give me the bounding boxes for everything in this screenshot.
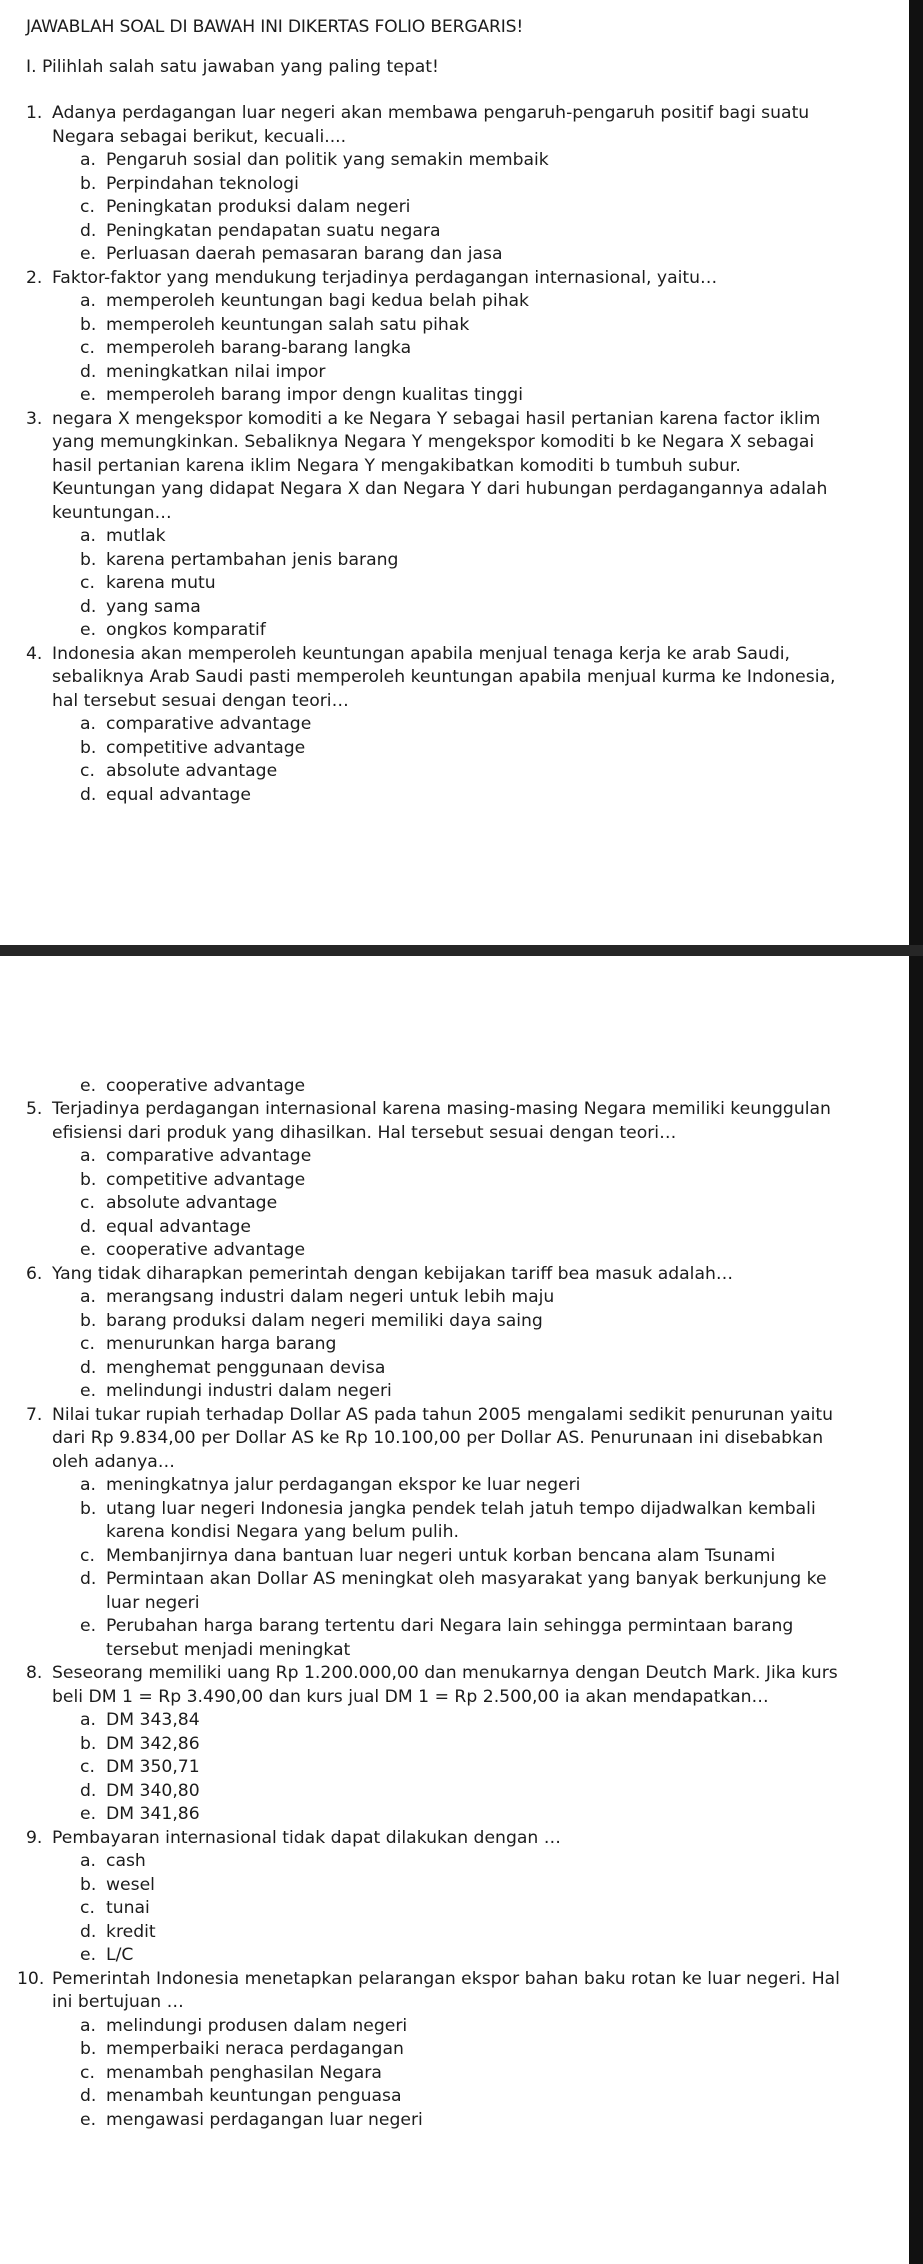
option-text: memperoleh keuntungan bagi kedua belah pihak <box>106 291 529 311</box>
option-text: DM 340,80 <box>106 1780 200 1801</box>
option-text: cooperative advantage <box>106 1240 306 1260</box>
option-letter: d. <box>80 220 97 241</box>
option-letter: b. <box>80 2039 97 2059</box>
question-item <box>0 1263 909 1287</box>
option-item <box>0 1474 845 1498</box>
option-letter: c. <box>80 1193 95 1213</box>
option-text: Peningkatan produksi dalam negeri <box>106 197 411 217</box>
right-edge-bar <box>909 0 923 2264</box>
option-text: memperoleh barang-barang langka <box>106 338 412 358</box>
option-letter: e. <box>80 1240 97 1260</box>
option-text: meningkatkan nilai impor <box>106 361 326 382</box>
option-item <box>0 1733 845 1757</box>
option-text: competitive advantage <box>106 737 306 758</box>
option-letter: e. <box>80 1804 97 1824</box>
option-letter: a. <box>80 150 96 170</box>
option-item <box>0 1850 845 1874</box>
option-text: tunai <box>106 1898 150 1918</box>
option-letter: e. <box>80 1076 97 1096</box>
option-item <box>0 619 845 643</box>
option-text: Perubahan harga barang tertentu dari Negara lain sehingga permintaan barang tersebut menjadi meningkat <box>106 1616 794 1660</box>
option-item <box>0 220 845 244</box>
option-item <box>0 784 845 808</box>
option-item <box>0 290 845 314</box>
option-text: competitive advantage <box>106 1169 306 1190</box>
option-letter: a. <box>80 1475 96 1495</box>
option-text: memperbaiki neraca perdagangan <box>106 2039 404 2059</box>
option-letter: d. <box>80 1357 97 1378</box>
option-text: menghemat penggunaan devisa <box>106 1357 386 1378</box>
option-item <box>0 2015 845 2039</box>
question-number: 4. <box>26 643 43 664</box>
question-number: 6. <box>26 1263 43 1284</box>
question-number: 8. <box>26 1663 43 1683</box>
question-list <box>0 102 909 807</box>
option-text: karena pertambahan jenis barang <box>106 549 399 570</box>
option-letter: a. <box>80 1146 96 1166</box>
option-item <box>0 149 845 173</box>
question-list <box>0 1098 909 2132</box>
option-item <box>0 1286 845 1310</box>
option-text: melindungi produsen dalam negeri <box>106 2015 408 2036</box>
question-text: Indonesia akan memperoleh keuntungan apabila menjual tenaga kerja ke arab Saudi, sebaliknya Arab Saudi pasti memperoleh keuntungan apabila menjual kurma ke Indonesia, hal tersebut sesuai dengan teori… <box>52 643 836 711</box>
option-text: cooperative advantage <box>106 1076 306 1096</box>
option-text: yang sama <box>106 596 201 617</box>
option-text: Perpindahan teknologi <box>106 173 299 194</box>
option-letter: e. <box>80 1945 97 1965</box>
question-item <box>0 1827 909 1851</box>
option-text: utang luar negeri Indonesia jangka pendek telah jatuh tempo dijadwalkan kembali karena kondisi Negara yang belum pulih. <box>106 1498 816 1542</box>
option-list <box>0 1474 909 1662</box>
question-number: 7. <box>26 1404 43 1425</box>
option-text: Permintaan akan Dollar AS meningkat oleh masyarakat yang banyak berkunjung ke luar negeri <box>106 1569 827 1613</box>
option-item <box>0 1333 845 1357</box>
option-item <box>0 1239 845 1263</box>
option-text: ongkos komparatif <box>106 620 266 640</box>
option-text: DM 341,86 <box>106 1804 200 1824</box>
option-item <box>0 1874 845 1898</box>
option-text: barang produksi dalam negeri memiliki daya saing <box>106 1310 543 1331</box>
option-item <box>0 572 845 596</box>
option-letter: d. <box>80 1921 97 1942</box>
option-item <box>0 1944 845 1968</box>
question-text: Pembayaran internasional tidak dapat dilakukan dengan … <box>52 1827 561 1848</box>
option-item <box>0 314 845 338</box>
option-text: DM 343,84 <box>106 1710 200 1730</box>
option-text: comparative advantage <box>106 714 312 734</box>
question-item <box>0 1662 909 1709</box>
option-item <box>0 1216 845 1240</box>
option-item <box>0 1075 909 1099</box>
option-text: karena mutu <box>106 573 216 593</box>
option-item <box>0 1803 845 1827</box>
option-item <box>0 384 845 408</box>
option-letter: a. <box>80 1851 96 1871</box>
option-item <box>0 1921 845 1945</box>
option-letter: b. <box>80 1169 97 1190</box>
question-text: Adanya perdagangan luar negeri akan membawa pengaruh-pengaruh positif bagi suatu Negara sebagai berikut, kecuali.... <box>52 103 810 147</box>
option-item <box>0 1897 845 1921</box>
option-text: Membanjirnya dana bantuan luar negeri untuk korban bencana alam Tsunami <box>106 1545 776 1566</box>
option-letter: d. <box>80 361 97 382</box>
question-item <box>0 1098 909 1145</box>
option-text: menambah keuntungan penguasa <box>106 2086 402 2106</box>
option-text: melindungi industri dalam negeri <box>106 1381 392 1401</box>
question-item <box>0 102 909 149</box>
option-letter: c. <box>80 573 95 593</box>
option-list <box>0 149 909 267</box>
question-text: Pemerintah Indonesia menetapkan pelarangan ekspor bahan baku rotan ke luar negeri. Hal ini bertujuan … <box>52 1968 840 2012</box>
option-item <box>0 1169 845 1193</box>
option-text: meningkatnya jalur perdagangan ekspor ke luar negeri <box>106 1475 581 1495</box>
option-letter: d. <box>80 596 97 617</box>
question-text: Faktor-faktor yang mendukung terjadinya perdagangan internasional, yaitu… <box>52 267 718 288</box>
question-text: Seseorang memiliki uang Rp 1.200.000,00 dan menukarnya dengan Deutch Mark. Jika kurs beli DM 1 = Rp 3.490,00 dan kurs jual DM 1 = Rp 2.500,00 ia akan mendapatkan… <box>52 1663 838 1707</box>
option-item <box>0 1756 845 1780</box>
option-letter: e. <box>80 1616 97 1636</box>
option-list <box>0 1850 909 1968</box>
option-letter: a. <box>80 1287 96 1307</box>
option-letter: d. <box>80 2086 97 2106</box>
option-text: memperoleh barang impor dengn kualitas tinggi <box>106 385 523 405</box>
option-text: Peningkatan pendapatan suatu negara <box>106 220 441 241</box>
option-letter: c. <box>80 761 95 781</box>
option-item <box>0 549 845 573</box>
option-item <box>0 1709 845 1733</box>
question-item <box>0 643 909 714</box>
question-number: 1. <box>26 103 43 123</box>
option-item <box>0 196 845 220</box>
option-text: DM 342,86 <box>106 1733 200 1754</box>
option-item <box>0 1310 845 1334</box>
option-letter: b. <box>80 549 97 570</box>
option-letter: d. <box>80 1216 97 1237</box>
option-text: DM 350,71 <box>106 1757 200 1777</box>
option-letter: a. <box>80 1710 96 1730</box>
question-number: 2. <box>26 267 43 288</box>
option-item <box>0 525 845 549</box>
option-text: absolute advantage <box>106 761 278 781</box>
question-number: 3. <box>26 408 43 429</box>
option-letter: a. <box>80 2015 96 2036</box>
option-item <box>0 1498 845 1545</box>
option-item <box>0 1615 845 1662</box>
question-text: Yang tidak diharapkan pemerintah dengan kebijakan tariff bea masuk adalah… <box>52 1263 734 1284</box>
option-item <box>0 2038 845 2062</box>
option-letter: e. <box>80 620 97 640</box>
page-heading: JAWABLAH SOAL DI BAWAH INI DIKERTAS FOLIO BERGARIS! <box>26 17 524 37</box>
option-item <box>0 737 845 761</box>
option-item <box>0 1192 845 1216</box>
option-text: mutlak <box>106 526 166 546</box>
option-item <box>0 173 845 197</box>
option-list <box>0 1145 909 1263</box>
option-item <box>0 2109 845 2133</box>
option-letter: b. <box>80 1498 97 1519</box>
question-item <box>0 267 909 291</box>
option-item <box>0 1357 845 1381</box>
page-divider <box>0 945 923 956</box>
option-text: mengawasi perdagangan luar negeri <box>106 2109 423 2130</box>
option-item <box>0 713 845 737</box>
option-letter: b. <box>80 737 97 758</box>
option-text: memperoleh keuntungan salah satu pihak <box>106 314 470 335</box>
option-text: merangsang industri dalam negeri untuk lebih maju <box>106 1287 555 1307</box>
option-list <box>0 1286 909 1404</box>
section-instruction: I. Pilihlah salah satu jawaban yang paling tepat! <box>26 57 439 77</box>
question-number: 5. <box>26 1099 43 1119</box>
option-list <box>0 2015 909 2133</box>
option-item <box>0 760 845 784</box>
option-item <box>0 1145 845 1169</box>
option-letter: c. <box>80 338 95 358</box>
option-letter: c. <box>80 1334 95 1354</box>
option-letter: b. <box>80 314 97 335</box>
option-letter: e. <box>80 2109 97 2130</box>
option-item <box>0 243 845 267</box>
option-list <box>0 525 909 643</box>
option-text: Pengaruh sosial dan politik yang semakin membaik <box>106 150 549 170</box>
option-item <box>0 1380 845 1404</box>
document-page-2 <box>0 965 909 2264</box>
option-item <box>0 2062 845 2086</box>
question-text: negara X mengekspor komoditi a ke Negara Y sebagai hasil pertanian karena factor iklim yang memungkinkan. Sebaliknya Negara Y mengekspor komoditi b ke Negara X sebagai hasil pertanian karena iklim Negara Y mengakibatkan komoditi b tumbuh subur. Keuntungan yang didapat Negara X dan Negara Y dari hubungan perdagangannya adalah keuntungan… <box>52 408 828 523</box>
option-letter: b. <box>80 1874 97 1895</box>
question-text: Nilai tukar rupiah terhadap Dollar AS pada tahun 2005 mengalami sedikit penurunan yaitu dari Rp 9.834,00 per Dollar AS ke Rp 10.100,00 per Dollar AS. Penurunaan ini disebabkan oleh adanya… <box>52 1404 834 1472</box>
option-item <box>0 1780 845 1804</box>
option-letter: b. <box>80 173 97 194</box>
option-letter: c. <box>80 1898 95 1918</box>
document-page-1 <box>0 0 909 952</box>
option-letter: e. <box>80 385 97 405</box>
option-text: menurunkan harga barang <box>106 1334 337 1354</box>
option-item <box>0 337 845 361</box>
option-letter: d. <box>80 1569 97 1589</box>
question-number: 10. <box>17 1968 45 1989</box>
option-letter: c. <box>80 197 95 217</box>
option-letter: e. <box>80 244 97 264</box>
option-letter: a. <box>80 526 96 546</box>
option-letter: b. <box>80 1733 97 1754</box>
option-text: wesel <box>106 1874 155 1895</box>
option-letter: d. <box>80 1780 97 1801</box>
option-text: absolute advantage <box>106 1193 278 1213</box>
option-list <box>0 1709 909 1827</box>
question-text: Terjadinya perdagangan internasional karena masing-masing Negara memiliki keunggulan efisiensi dari produk yang dihasilkan. Hal tersebut sesuai dengan teori… <box>52 1099 831 1143</box>
option-letter: d. <box>80 784 97 805</box>
option-text: cash <box>106 1851 146 1871</box>
option-letter: a. <box>80 291 96 311</box>
option-item <box>0 2085 845 2109</box>
option-letter: e. <box>80 1381 97 1401</box>
option-item <box>0 1568 845 1615</box>
option-text: Perluasan daerah pemasaran barang dan jasa <box>106 244 503 264</box>
option-item <box>0 361 845 385</box>
option-text: equal advantage <box>106 784 251 805</box>
option-list <box>0 713 909 807</box>
option-letter: c. <box>80 1757 95 1777</box>
question-item <box>0 1968 909 2015</box>
question-number: 9. <box>26 1827 43 1848</box>
option-item <box>0 1545 845 1569</box>
option-letter: a. <box>80 714 96 734</box>
option-text: kredit <box>106 1921 156 1942</box>
option-text: equal advantage <box>106 1216 251 1237</box>
option-list <box>0 290 909 408</box>
question-item <box>0 1404 909 1475</box>
question-item <box>0 408 909 526</box>
option-text: L/C <box>106 1945 134 1965</box>
option-letter: c. <box>80 1545 95 1566</box>
option-text: menambah penghasilan Negara <box>106 2062 382 2083</box>
option-item <box>0 596 845 620</box>
option-text: comparative advantage <box>106 1146 312 1166</box>
option-letter: c. <box>80 2062 95 2083</box>
option-letter: b. <box>80 1310 97 1331</box>
